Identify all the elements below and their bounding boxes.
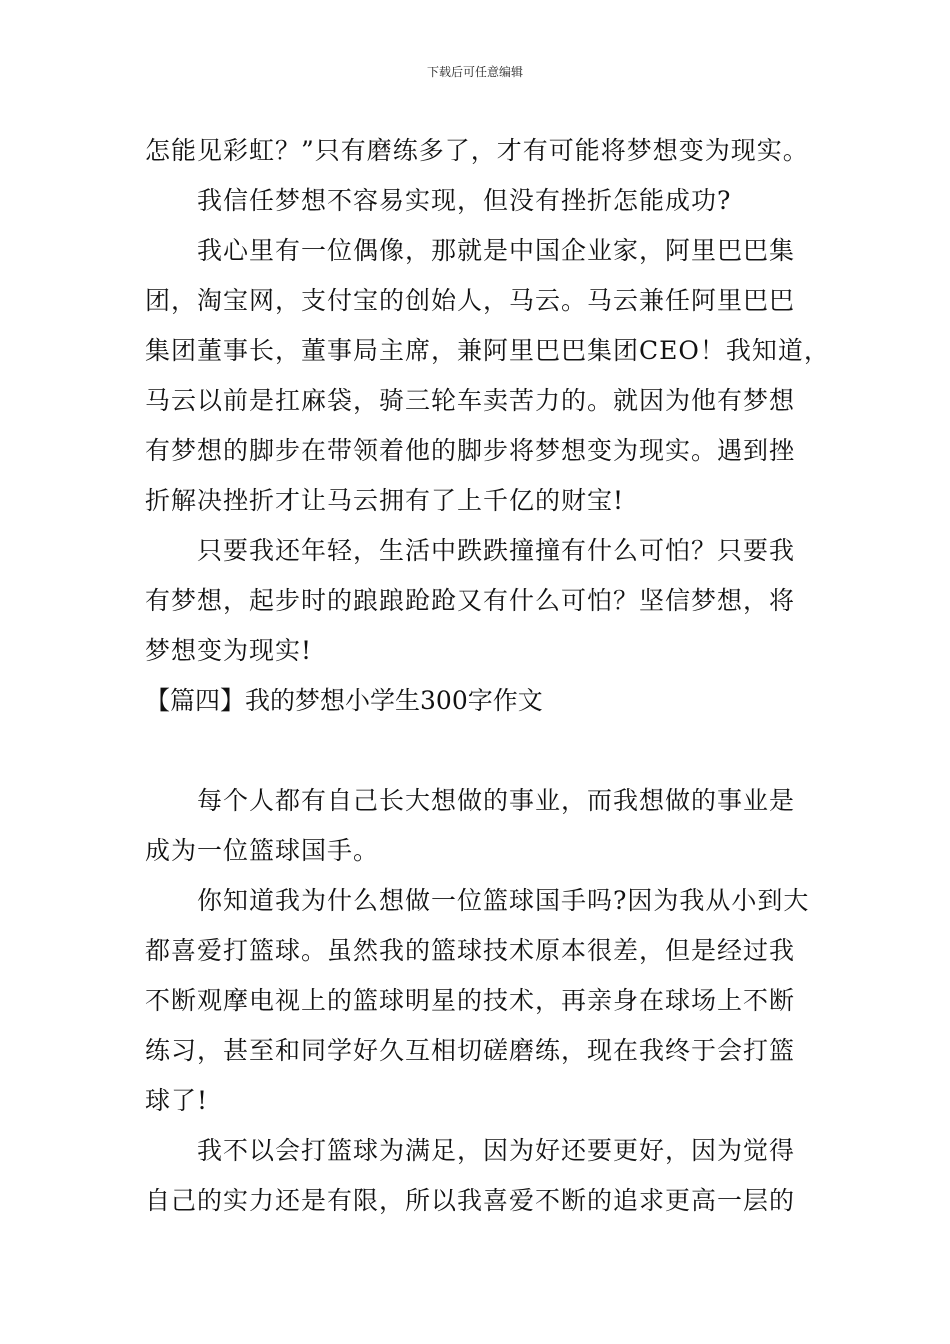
paragraph-line: 你知道我为什么想做一位篮球国手吗?因为我从小到大 [197,886,810,915]
page-header: 下载后可任意编辑 [426,65,523,79]
paragraph-line: 折解决挫折才让马云拥有了上千亿的财宝! [145,486,625,515]
section-heading: 【篇四】我的梦想小学生300字作文 [145,686,543,715]
paragraph-line: 成为一位篮球国手。 [145,836,380,865]
paragraph-line: 有梦想的脚步在带领着他的脚步将梦想变为现实。遇到挫 [145,436,796,465]
paragraph-line: 每个人都有自己长大想做的事业，而我想做的事业是 [197,786,796,815]
paragraph-line: 只要我还年轻，生活中跌跌撞撞有什么可怕？只要我 [197,536,796,565]
paragraph-line: 怎能见彩虹？”只有磨练多了，才有可能将梦想变为现实。 [145,136,809,165]
paragraph-line: 集团董事长，董事局主席，兼阿里巴巴集团CEO！我知道， [145,336,830,365]
paragraph-line: 练习，甚至和同学好久互相切磋磨练，现在我终于会打篮 [145,1036,796,1065]
paragraph-line: 我不以会打篮球为满足，因为好还要更好，因为觉得 [197,1136,796,1165]
paragraph-line: 我信任梦想不容易实现，但没有挫折怎能成功? [197,186,732,215]
paragraph-line: 梦想变为现实! [145,636,313,665]
paragraph-line: 马云以前是扛麻袋，骑三轮车卖苦力的。就因为他有梦想 [145,386,796,415]
paragraph-line: 有梦想，起步时的踉踉跄跄又有什么可怕？坚信梦想，将 [145,586,796,615]
paragraph-line: 自己的实力还是有限，所以我喜爱不断的追求更高一层的 [145,1186,796,1215]
paragraph-line: 球了! [145,1086,209,1115]
document-body [145,126,830,1226]
paragraph-line: 我心里有一位偶像，那就是中国企业家，阿里巴巴集 [197,236,796,265]
blank-line [145,726,810,776]
paragraph-line: 都喜爱打篮球。虽然我的篮球技术原本很差，但是经过我 [145,936,796,965]
paragraph-line: 不断观摩电视上的篮球明星的技术，再亲身在球场上不断 [145,986,796,1015]
paragraph-line: 团，淘宝网，支付宝的创始人，马云。马云兼任阿里巴巴 [145,286,796,315]
